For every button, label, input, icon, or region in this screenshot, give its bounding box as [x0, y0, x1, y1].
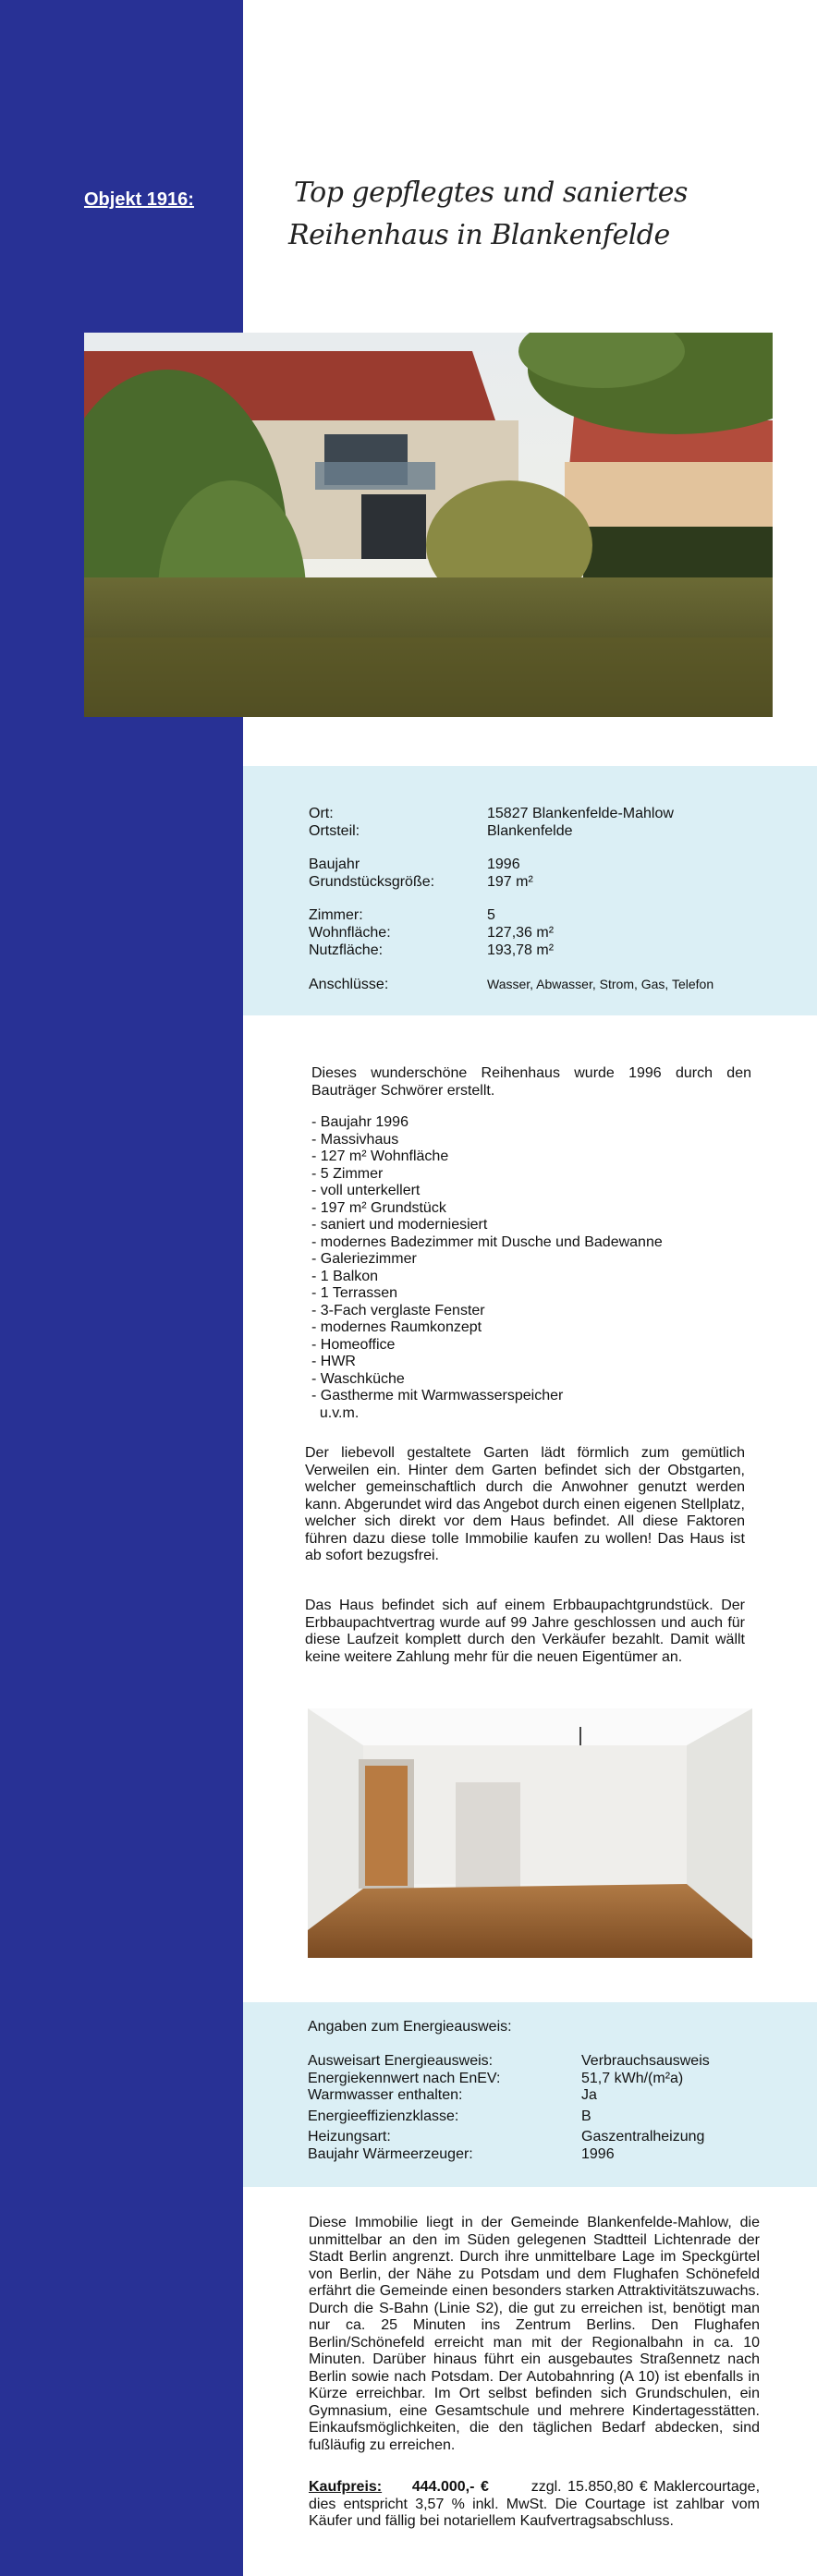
- object-number: Objekt 1916:: [84, 189, 194, 210]
- energy-label: Warmwasser enthalten:: [308, 2087, 463, 2103]
- page-title: [288, 172, 719, 257]
- energy-value: Ja: [581, 2087, 597, 2103]
- list-item: - modernes Badezimmer mit Dusche und Badewanne: [311, 1233, 663, 1250]
- energy-row: [308, 2071, 751, 2088]
- list-item: - 127 m² Wohnfläche: [311, 1148, 449, 1164]
- fact-label: Ort:: [309, 806, 334, 821]
- fact-label: Ortsteil:: [309, 823, 360, 839]
- list-item: - Gastherme mit Warmwasserspeicher: [311, 1388, 564, 1403]
- interior-photo: [308, 1708, 752, 1958]
- fact-value: 15827 Blankenfelde-Mahlow: [487, 806, 674, 821]
- fact-value: Blankenfelde: [487, 823, 573, 839]
- energy-value: Gaszentralheizung: [581, 2129, 705, 2145]
- list-item: - 197 m² Grundstück: [311, 1199, 446, 1216]
- energy-value: 1996: [581, 2145, 615, 2162]
- fact-label: Anschlüsse:: [309, 977, 389, 992]
- list-item: - Massivhaus: [311, 1131, 399, 1148]
- energy-row: [308, 2053, 751, 2071]
- fact-label: Grundstücksgröße:: [309, 874, 435, 890]
- fact-value: 127,36 m²: [487, 925, 555, 941]
- price-value: 444.000,- €: [411, 2479, 489, 2495]
- energy-label: Heizungsart:: [308, 2129, 391, 2145]
- price-block: [309, 2479, 760, 2531]
- title-line-1: Top gepflegtes und saniertes: [294, 176, 688, 209]
- list-item: - Galeriezimmer: [311, 1251, 417, 1267]
- intro-text: Dieses wunderschöne Reihenhaus wurde 1996 durch den Bauträger Schwörer erstellt.: [311, 1065, 751, 1099]
- list-item: - Homeoffice: [311, 1336, 396, 1353]
- energy-heading: Angaben zum Energieausweis:: [308, 2019, 512, 2035]
- fact-value: 5: [487, 907, 495, 923]
- list-item: - 3-Fach verglaste Fenster: [311, 1302, 485, 1318]
- list-item: - 1 Balkon: [311, 1268, 379, 1284]
- fact-value: 193,78 m²: [487, 942, 555, 958]
- house-exterior-photo: [84, 333, 773, 717]
- fact-value: 197 m²: [487, 874, 533, 890]
- energy-row: [308, 2087, 751, 2105]
- energy-value: 51,7 kWh/(m²a): [581, 2070, 684, 2086]
- price-label: Kaufpreis:: [309, 2479, 383, 2495]
- list-item: - Baujahr 1996: [311, 1114, 408, 1130]
- feature-list: [311, 1114, 663, 1422]
- energy-value: B: [581, 2108, 591, 2124]
- energy-label: Ausweisart Energieausweis:: [308, 2053, 494, 2069]
- fact-value: 1996: [487, 857, 520, 872]
- list-item: - voll unterkellert: [311, 1183, 421, 1198]
- list-item: - Waschküche: [311, 1370, 405, 1387]
- energy-value: Verbrauchsausweis: [581, 2053, 710, 2069]
- garden-text: Der liebevoll gestaltete Garten lädt förmlich zum gemütlich Verweilen ein. Hinter dem Garten befindet sich der Obstgarten, welcher gemeinschaftlich durch die Anwohner genutzt werden kann. Abgerundet wird das Angebot durch einen eigenen Stellplatz, welcher sich direkt vor dem Haus befindet. All diese Faktoren führen dazu diese tolle Immobilie kaufen zu wollen! Das Haus ist ab sofort bezugsfrei.: [305, 1445, 745, 1563]
- fact-value: Wasser, Abwasser, Strom, Gas, Telefon: [487, 977, 714, 991]
- list-item: - modernes Raumkonzept: [311, 1319, 482, 1335]
- title-line-2: Reihenhaus in Blankenfelde: [288, 219, 670, 251]
- fact-label: Nutzfläche:: [309, 942, 384, 958]
- list-item: - 1 Terrassen: [311, 1285, 398, 1301]
- fact-label: Zimmer:: [309, 907, 363, 923]
- energy-label: Energieeffizienzklasse:: [308, 2108, 459, 2124]
- location-text: Diese Immobilie liegt in der Gemeinde Blankenfelde-Mahlow, die unmittelbar an den im Süden gelegenen Stadtteil Lichtenrade der Stadt Berlin angrenzt. Durch ihre unmittelbare Lage im Speckgürtel von Berlin, der Nähe zu Potsdam und dem Flughafen Schönefeld erfährt die Gemeinde einen besonders starken Attraktivitätszuwachs. Durch die S-Bahn (Linie S2), die gut zu erreichen ist, benötigt man nur ca. 25 Minuten ins Zentrum Berlins. Den Flughafen Berlin/Schönefeld erreicht man mit der Regionalbahn in ca. 10 Minuten. Darüber hinaus führt ein ausgebautes Straßennetz nach Berlin sowie nach Potsdam. Der Autobahnring (A 10) ist ebenfalls in Kürze erreichbar. Im Ort selbst befinden sich Grundschulen, ein Gymnasium, eine Gesamtschule und mehrere Kindertagesstätten. Einkaufsmöglichkeiten, die den täglichen Bedarf abdecken, sind fußläufig zu erreichen.: [309, 2215, 760, 2453]
- lease-text: Das Haus befindet sich auf einem Erbbaupachtgrundstück. Der Erbbaupachtvertrag wurde auf 99 Jahre geschlossen und auch für diese Laufzeit komplett durch den Verkäufer bezahlt. Damit wällt keine weitere Zahlung mehr für die neuen Eigentümer an.: [305, 1598, 745, 1665]
- energy-row: [308, 2108, 751, 2126]
- list-item: - saniert und moderniesiert: [311, 1217, 488, 1233]
- price-text: zzgl. 15.850,80 € Maklercourtage, dies entspricht 3,57 % inkl. MwSt. Die Courtage ist zahlbar vom Käufer und fällig bei notariellem Kaufvertragsabschluss.: [309, 2479, 761, 2529]
- energy-row: [308, 2146, 751, 2164]
- energy-label: Baujahr Wärmeerzeuger:: [308, 2145, 473, 2162]
- fact-label: Baujahr: [309, 857, 360, 872]
- list-item: u.v.m.: [311, 1404, 360, 1421]
- list-item: - 5 Zimmer: [311, 1165, 384, 1182]
- energy-row: [308, 2129, 751, 2146]
- energy-label: Energiekennwert nach EnEV:: [308, 2070, 501, 2086]
- list-item: - HWR: [311, 1354, 356, 1369]
- fact-label: Wohnfläche:: [309, 925, 391, 941]
